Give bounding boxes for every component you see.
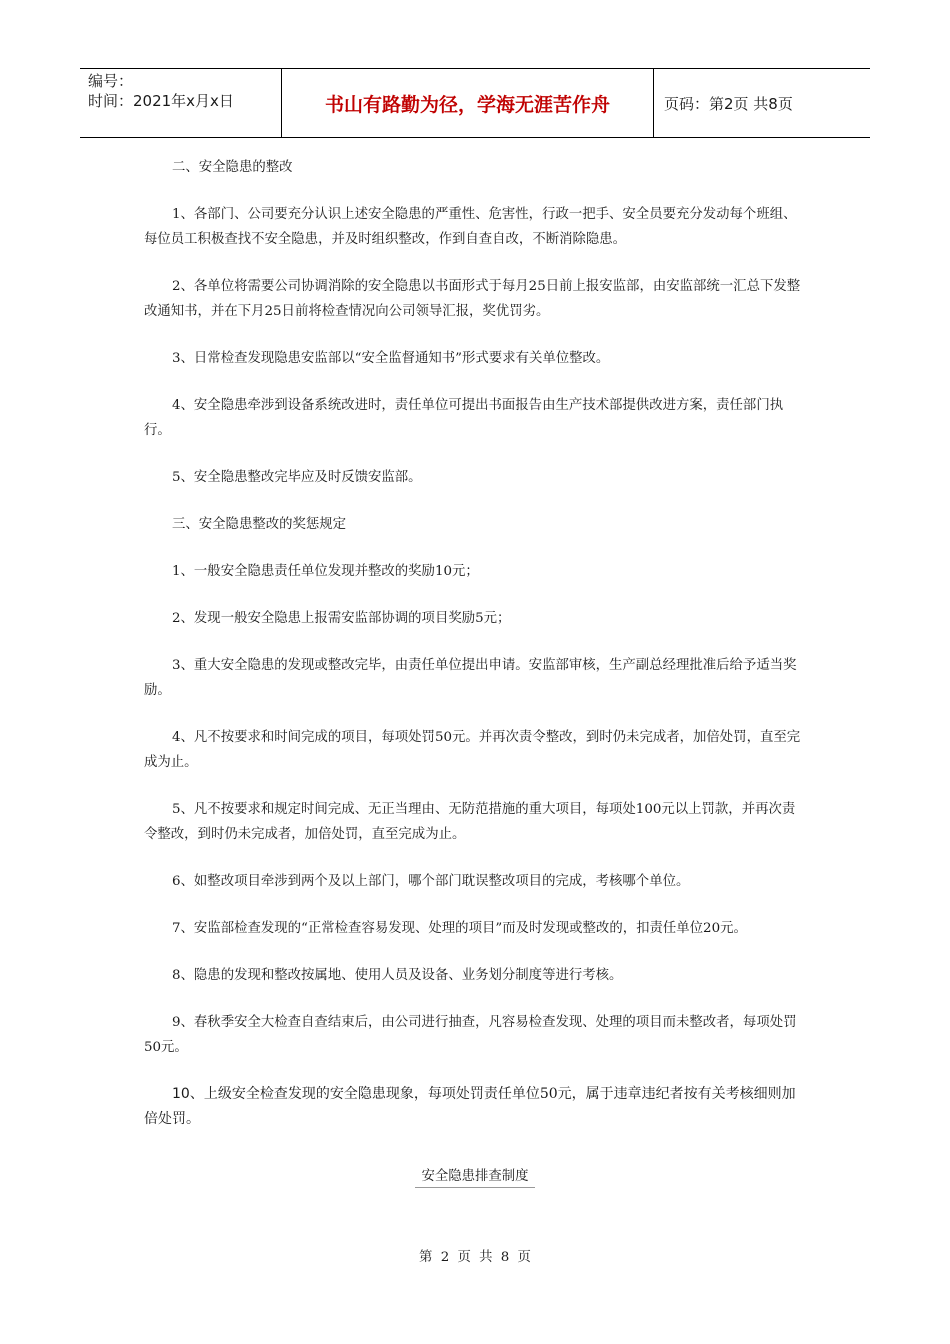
footer-title-text: 安全隐患排查制度 [415, 1165, 534, 1188]
section-heading: 二、安全隐患的整改 [172, 160, 293, 175]
header-meta [80, 69, 282, 137]
paragraph: 3、重大安全隐患的发现或整改完毕，由责任单位提出申请。安监部审核，生产副总经理批准后给予适当奖励。 [144, 658, 797, 698]
paragraph: 9、春秋季安全大检查自查结束后，由公司进行抽查，凡容易检查发现、处理的项目而未整改者，每项处罚50元。 [144, 1015, 797, 1055]
document-body [144, 155, 808, 1132]
paragraph: 4、安全隐患牵涉到设备系统改进时，责任单位可提出书面报告由生产技术部提供改进方案，责任部门执行。 [144, 398, 784, 438]
paragraph-last [144, 1082, 808, 1132]
paragraph: 6、如整改项目牵涉到两个及以上部门，哪个部门耽误整改项目的完成，考核哪个单位。 [172, 874, 690, 889]
paragraph: 5、凡不按要求和规定时间完成、无正当理由、无防范措施的重大项目，每项处100元以上罚款，并再次责令整改，到时仍未完成者，加倍处罚，直至完成为止。 [144, 802, 796, 842]
paragraph: 3、日常检查发现隐患安监部以“安全监督通知书”形式要求有关单位整改。 [172, 351, 610, 366]
document-number-label: 编号： [88, 72, 134, 90]
section-heading: 三、安全隐患整改的奖惩规定 [172, 517, 347, 532]
paragraph: 7、安监部检查发现的“正常检查容易发现、处理的项目”而及时发现或整改的，扣责任单位20元。 [172, 921, 747, 936]
header-motto: 书山有路勤为径，学海无涯苦作舟 [282, 69, 654, 137]
paragraph: 5、安全隐患整改完毕应及时反馈安监部。 [172, 470, 422, 485]
paragraph: 1、一般安全隐患责任单位发现并整改的奖励10元； [172, 564, 479, 579]
paragraph: 8、隐患的发现和整改按属地、使用人员及设备、业务划分制度等进行考核。 [172, 968, 623, 983]
paragraph-text: 、上级安全检查发现的安全隐患现象，每项处罚责任单位50元，属于违章违纪者按有关考核细则加倍处罚。 [144, 1086, 796, 1127]
paragraph: 1、各部门、公司要充分认识上述安全隐患的严重性、危害性，行政一把手、安全员要充分发动每个班组、每位员工积极查找不安全隐患，并及时组织整改，作到自查自改，不断消除隐患。 [144, 207, 797, 247]
paragraph-number: 10 [172, 1086, 190, 1102]
paragraph: 2、各单位将需要公司协调消除的安全隐患以书面形式于每月25日前上报安监部，由安监部统一汇总下发整改通知书，并在下月25日前将检查情况向公司领导汇报，奖优罚劣。 [144, 279, 801, 319]
page-header [80, 68, 870, 138]
page-number: 第 2 页 共 8 页 [419, 1250, 531, 1265]
document-time-label: 时间：2021年x月x日 [88, 92, 234, 110]
footer-title [0, 1165, 950, 1188]
paragraph: 4、凡不按要求和时间完成的项目，每项处罚50元。并再次责令整改，到时仍未完成者，加倍处罚，直至完成为止。 [144, 730, 801, 770]
paragraph: 2、发现一般安全隐患上报需安监部协调的项目奖励5元； [172, 611, 511, 626]
header-page-label: 页码：第2页 共8页 [664, 94, 793, 113]
